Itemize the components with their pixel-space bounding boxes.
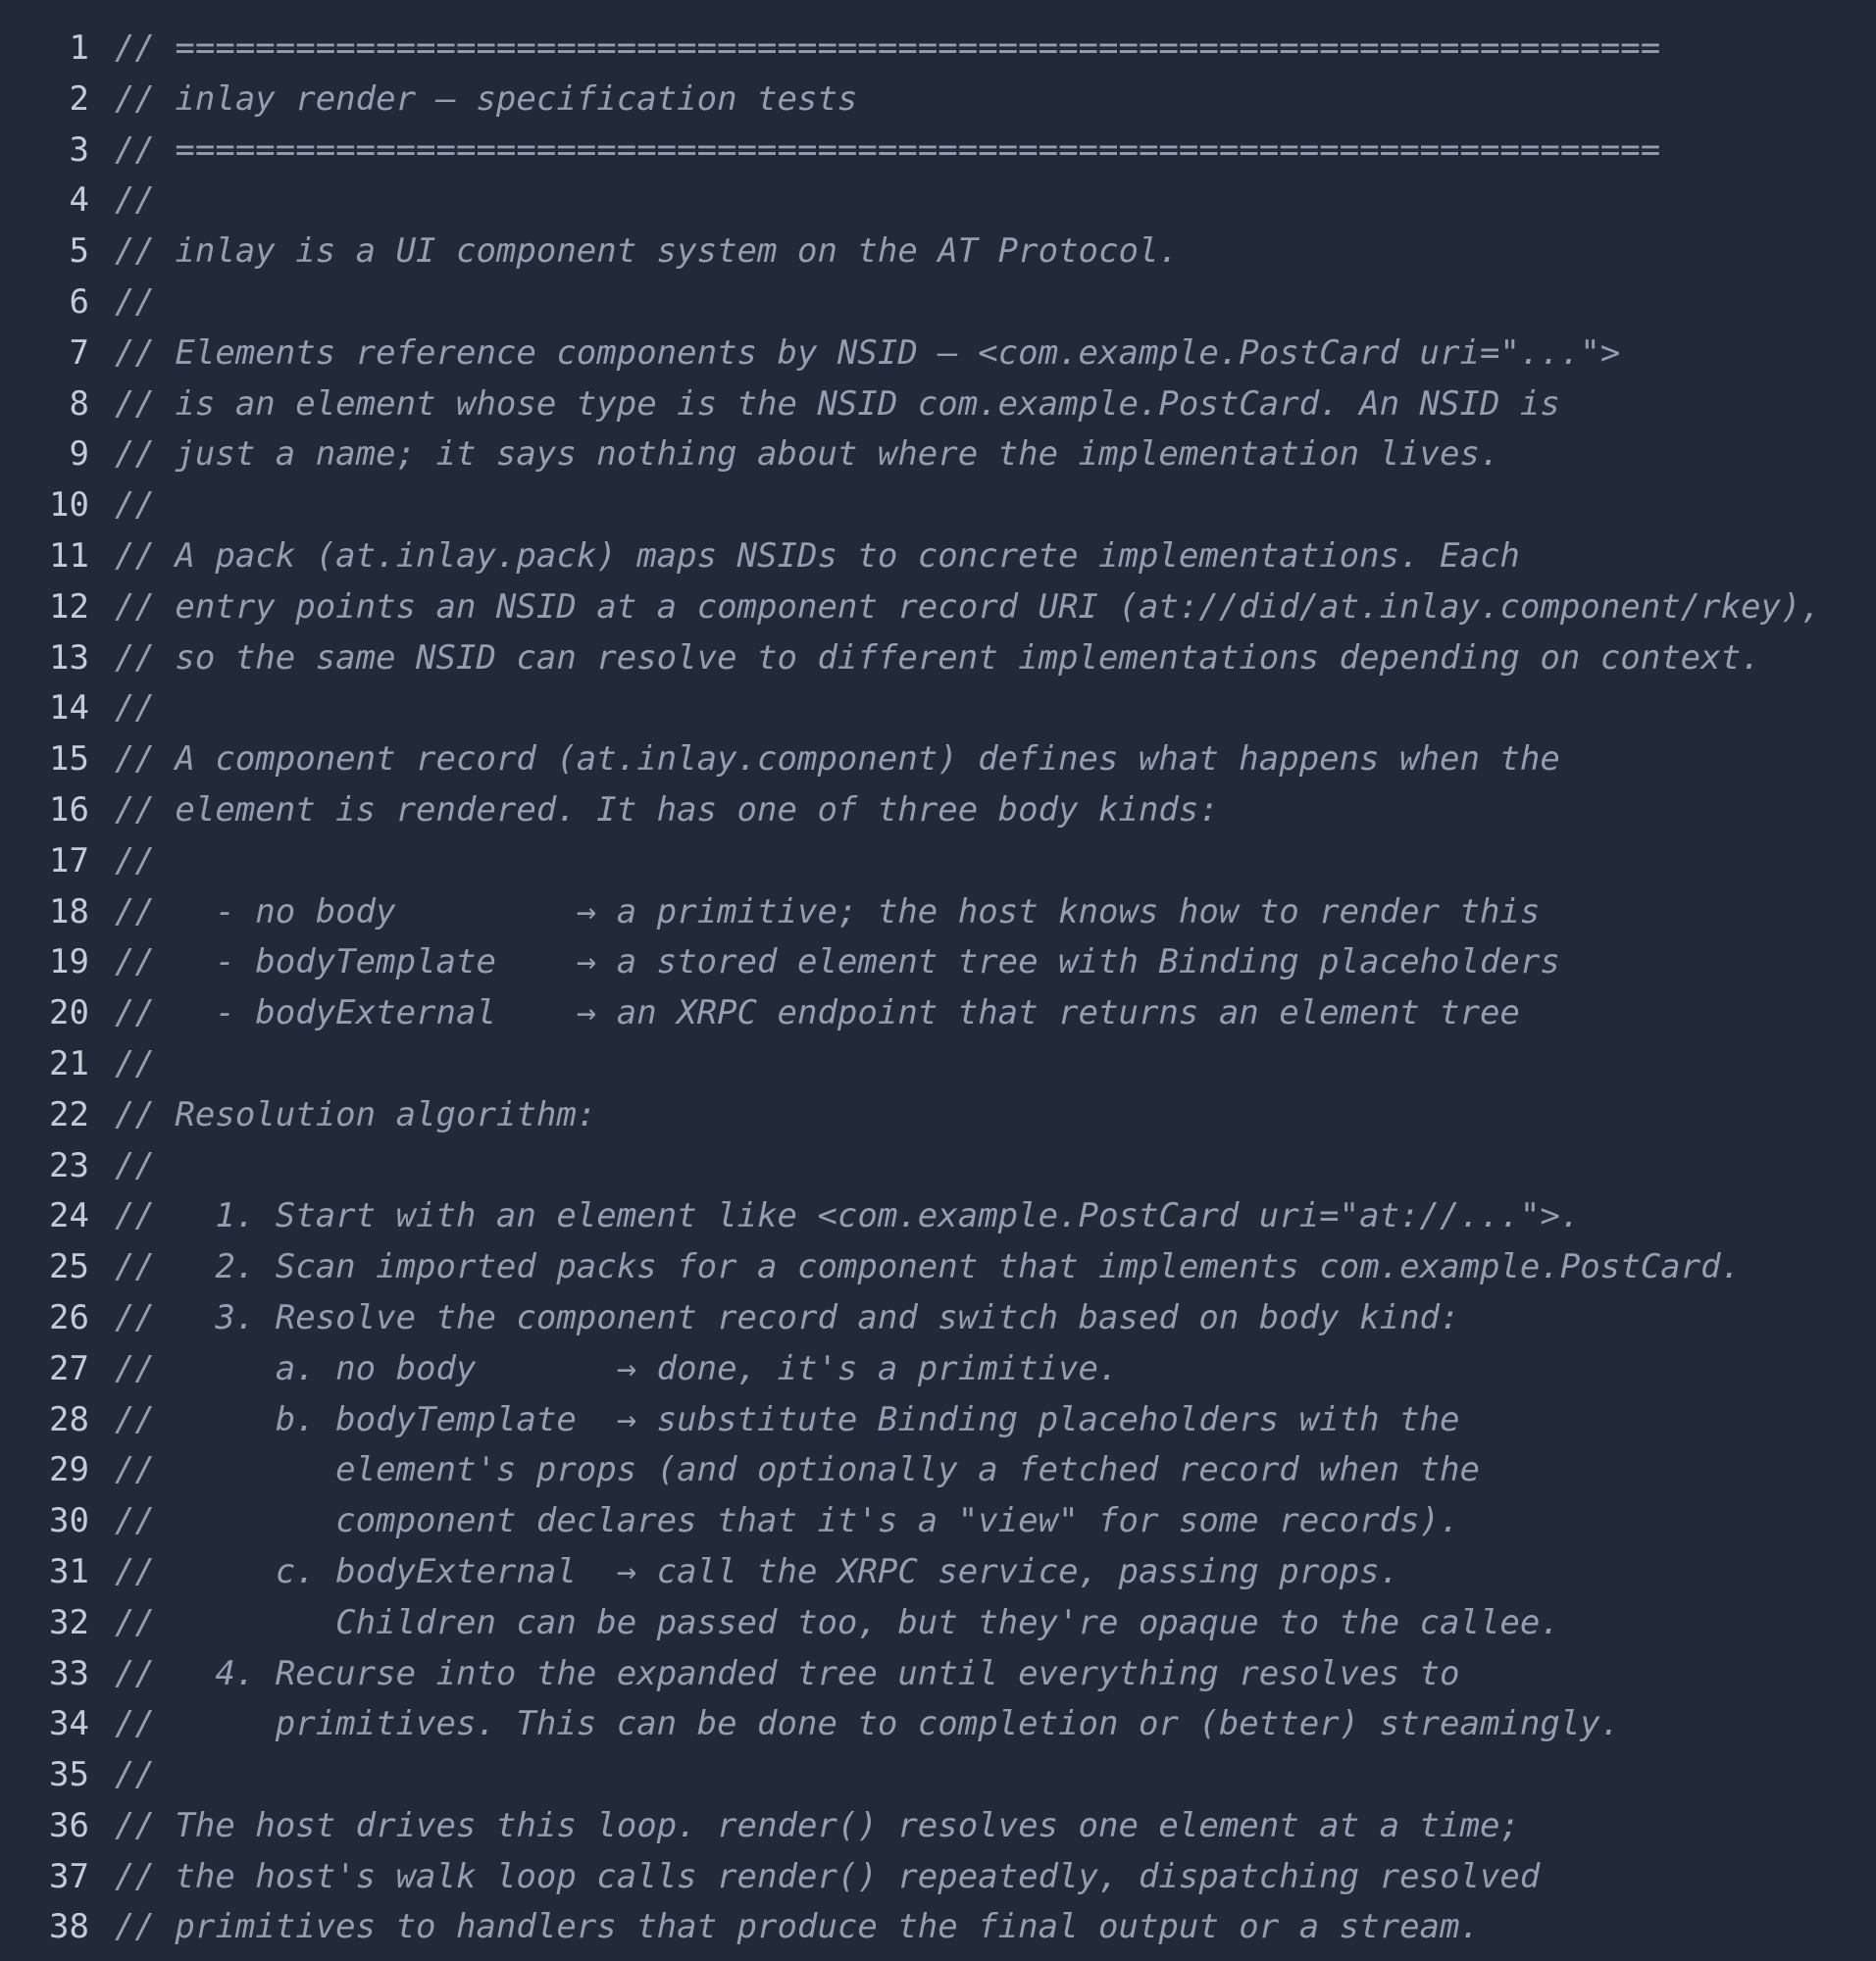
code-line[interactable] — [0, 887, 1876, 938]
line-number: 10 — [49, 485, 89, 526]
code-line[interactable] — [0, 1445, 1876, 1496]
code-comment[interactable]: // — [115, 485, 155, 526]
line-number: 37 — [49, 1856, 89, 1896]
code-comment[interactable]: // primitives to handlers that produce the final output or a stream. — [115, 1907, 1480, 1947]
code-comment[interactable]: // is an element whose type is the NSID com.example.PostCard. An NSID is — [115, 383, 1560, 424]
line-number: 28 — [49, 1399, 89, 1439]
code-comment[interactable]: // a. no body → done, it's a primitive. — [115, 1348, 1119, 1388]
code-line[interactable] — [0, 328, 1876, 379]
code-comment[interactable]: // b. bodyTemplate → substitute Binding placeholders with the — [115, 1399, 1460, 1439]
line-number: 29 — [49, 1450, 89, 1490]
code-line[interactable] — [0, 1649, 1876, 1700]
code-line[interactable] — [0, 1191, 1876, 1242]
line-number: 19 — [49, 942, 89, 982]
line-number: 13 — [49, 637, 89, 678]
code-comment[interactable]: // — [115, 688, 155, 729]
code-comment[interactable]: // 4. Recurse into the expanded tree until everything resolves to — [115, 1653, 1460, 1693]
code-comment[interactable]: // — [115, 281, 155, 322]
code-line[interactable] — [0, 683, 1876, 734]
code-comment[interactable]: // element's props (and optionally a fetched record when the — [115, 1450, 1480, 1490]
line-number: 23 — [49, 1145, 89, 1185]
code-comment[interactable]: // A pack (at.inlay.pack) maps NSIDs to concrete implementations. Each — [115, 535, 1520, 576]
code-comment[interactable]: // — [115, 1755, 155, 1795]
line-number: 25 — [49, 1247, 89, 1287]
line-number: 4 — [69, 180, 89, 221]
code-line[interactable] — [0, 633, 1876, 684]
line-number: 14 — [49, 688, 89, 729]
line-number: 5 — [69, 231, 89, 272]
line-number: 8 — [69, 383, 89, 424]
code-comment[interactable]: // primitives. This can be done to completion or (better) streamingly. — [115, 1704, 1621, 1744]
code-comment[interactable]: // the host's walk loop calls render() repeatedly, dispatching resolved — [115, 1856, 1541, 1896]
code-comment[interactable]: // - bodyTemplate → a stored element tree with Binding placeholders — [115, 942, 1560, 982]
code-line[interactable] — [0, 277, 1876, 328]
code-comment[interactable]: // ========================================================================== — [115, 129, 1661, 170]
code-comment[interactable]: // 3. Resolve the component record and switch based on body kind: — [115, 1297, 1460, 1337]
code-comment[interactable]: // 1. Start with an element like <com.example.PostCard uri="at://...">. — [115, 1196, 1581, 1236]
code-comment[interactable]: // component declares that it's a "view" for some records). — [115, 1501, 1460, 1541]
code-comment[interactable]: // — [115, 840, 155, 880]
code-line[interactable] — [0, 1852, 1876, 1903]
code-line[interactable] — [0, 226, 1876, 277]
code-line[interactable] — [0, 379, 1876, 430]
code-comment[interactable]: // Children can be passed too, but they're opaque to the callee. — [115, 1602, 1560, 1642]
code-line[interactable] — [0, 1344, 1876, 1395]
line-number: 2 — [69, 78, 89, 119]
code-comment[interactable]: // inlay render — specification tests — [115, 78, 858, 119]
code-line[interactable] — [0, 1039, 1876, 1090]
line-number: 20 — [49, 993, 89, 1033]
code-comment[interactable]: // c. bodyExternal → call the XRPC service, passing props. — [115, 1551, 1400, 1591]
line-number: 6 — [69, 281, 89, 322]
code-line[interactable] — [0, 785, 1876, 836]
code-line[interactable] — [0, 734, 1876, 785]
code-line[interactable] — [0, 531, 1876, 582]
code-comment[interactable]: // — [115, 1145, 155, 1185]
line-number: 15 — [49, 739, 89, 779]
code-comment[interactable]: // - no body → a primitive; the host knows how to render this — [115, 891, 1541, 931]
line-number: 16 — [49, 789, 89, 830]
code-line[interactable] — [0, 1801, 1876, 1852]
code-line[interactable] — [0, 1090, 1876, 1141]
line-number: 35 — [49, 1755, 89, 1795]
code-line[interactable] — [0, 126, 1876, 176]
line-number: 38 — [49, 1907, 89, 1947]
line-number: 11 — [49, 535, 89, 576]
line-number: 3 — [69, 129, 89, 170]
code-line[interactable] — [0, 988, 1876, 1039]
line-number: 36 — [49, 1805, 89, 1845]
line-number: 24 — [49, 1196, 89, 1236]
code-comment[interactable]: // inlay is a UI component system on the AT Protocol. — [115, 231, 1179, 272]
code-line[interactable] — [0, 1141, 1876, 1192]
line-number: 32 — [49, 1602, 89, 1642]
code-comment[interactable]: // so the same NSID can resolve to different implementations depending on context. — [115, 637, 1761, 678]
code-line[interactable] — [0, 836, 1876, 887]
line-number: 27 — [49, 1348, 89, 1388]
code-comment[interactable]: // entry points an NSID at a component record URI (at://did/at.inlay.component/rkey), — [115, 586, 1821, 627]
line-number: 9 — [69, 434, 89, 475]
code-line[interactable] — [0, 1547, 1876, 1598]
code-line[interactable] — [0, 1902, 1876, 1953]
code-line[interactable] — [0, 1395, 1876, 1446]
code-comment[interactable]: // Resolution algorithm: — [115, 1094, 597, 1134]
line-number: 7 — [69, 332, 89, 373]
code-lines — [0, 24, 1876, 1953]
line-number: 1 — [69, 28, 89, 68]
code-line[interactable] — [0, 176, 1876, 226]
code-line[interactable] — [0, 1699, 1876, 1750]
code-line[interactable] — [0, 24, 1876, 75]
line-number: 31 — [49, 1551, 89, 1591]
code-comment[interactable]: // Elements reference components by NSID — <com.example.PostCard uri="..."> — [115, 332, 1621, 373]
line-number: 34 — [49, 1704, 89, 1744]
code-comment[interactable]: // just a name; it says nothing about where the implementation lives. — [115, 434, 1500, 475]
code-comment[interactable]: // 2. Scan imported packs for a component that implements com.example.PostCard. — [115, 1247, 1742, 1287]
line-number: 26 — [49, 1297, 89, 1337]
code-line[interactable] — [0, 1598, 1876, 1649]
code-comment[interactable]: // A component record (at.inlay.component) defines what happens when the — [115, 739, 1560, 779]
code-line[interactable] — [0, 1242, 1876, 1293]
code-line[interactable] — [0, 1750, 1876, 1801]
code-line[interactable] — [0, 1293, 1876, 1344]
code-line[interactable] — [0, 1496, 1876, 1547]
code-line[interactable] — [0, 582, 1876, 633]
line-number: 21 — [49, 1043, 89, 1083]
line-number: 17 — [49, 840, 89, 880]
code-comment[interactable]: // — [115, 180, 155, 221]
code-comment[interactable]: // The host drives this loop. render() resolves one element at a time; — [115, 1805, 1520, 1845]
code-comment[interactable]: // — [115, 1043, 155, 1083]
code-comment[interactable]: // element is rendered. It has one of three body kinds: — [115, 789, 1219, 830]
line-number: 33 — [49, 1653, 89, 1693]
code-line[interactable] — [0, 937, 1876, 988]
line-number: 22 — [49, 1094, 89, 1134]
code-comment[interactable]: // - bodyExternal → an XRPC endpoint that returns an element tree — [115, 993, 1520, 1033]
line-number: 18 — [49, 891, 89, 931]
line-number: 12 — [49, 586, 89, 627]
line-number: 30 — [49, 1501, 89, 1541]
code-line[interactable] — [0, 75, 1876, 126]
code-line[interactable] — [0, 480, 1876, 531]
code-comment[interactable]: // ========================================================================== — [115, 28, 1661, 68]
code-line[interactable] — [0, 429, 1876, 480]
